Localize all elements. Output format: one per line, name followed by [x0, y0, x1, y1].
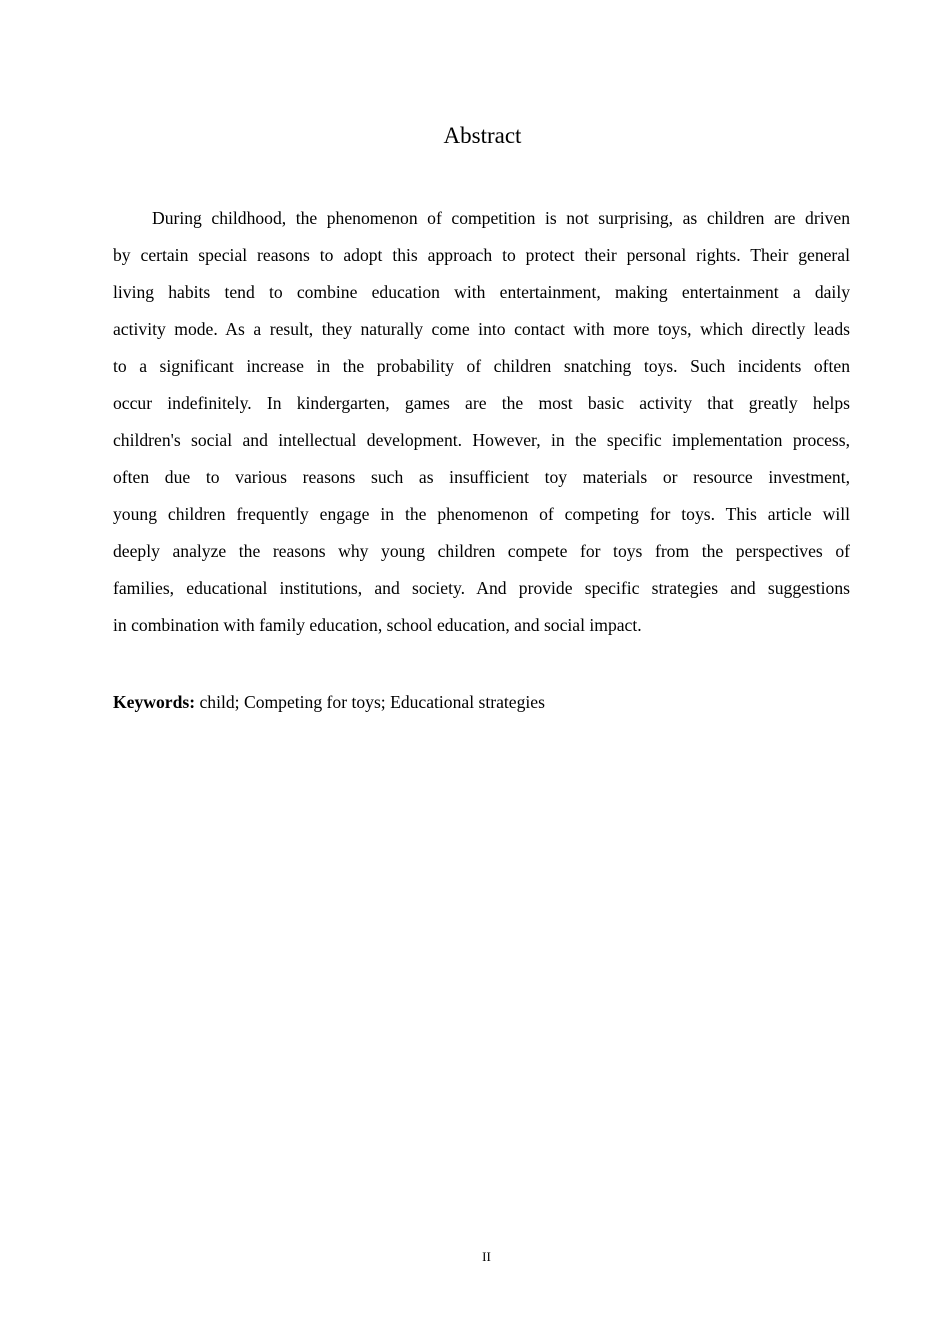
abstract-line: children's social and intellectual development. However, in the specific implementation process, [113, 430, 850, 450]
keywords-label: Keywords: [113, 692, 196, 712]
abstract-body [113, 206, 850, 650]
abstract-line: often due to various reasons such as insufficient toy materials or resource investment, [113, 467, 850, 487]
abstract-line: by certain special reasons to adopt this approach to protect their personal rights. Their general [113, 245, 850, 265]
page-number: II [482, 1249, 491, 1264]
abstract-line: in combination with family education, school education, and social impact. [113, 615, 642, 635]
abstract-line: to a significant increase in the probability of children snatching toys. Such incidents often [113, 356, 850, 376]
keywords-text: child; Competing for toys; Educational strategies [195, 692, 545, 712]
abstract-line: occur indefinitely. In kindergarten, games are the most basic activity that greatly helps [113, 393, 850, 413]
abstract-line: During childhood, the phenomenon of competition is not surprising, as children are driven [152, 208, 850, 228]
page-title: Abstract [443, 123, 522, 148]
keywords [113, 690, 545, 714]
abstract-line: activity mode. As a result, they naturally come into contact with more toys, which directly leads [113, 319, 850, 339]
abstract-line: living habits tend to combine education with entertainment, making entertainment a daily [113, 282, 850, 302]
abstract-line: deeply analyze the reasons why young children compete for toys from the perspectives of [113, 541, 850, 561]
abstract-line: young children frequently engage in the phenomenon of competing for toys. This article will [113, 504, 850, 524]
abstract-line: families, educational institutions, and society. And provide specific strategies and suggestions [113, 578, 850, 598]
